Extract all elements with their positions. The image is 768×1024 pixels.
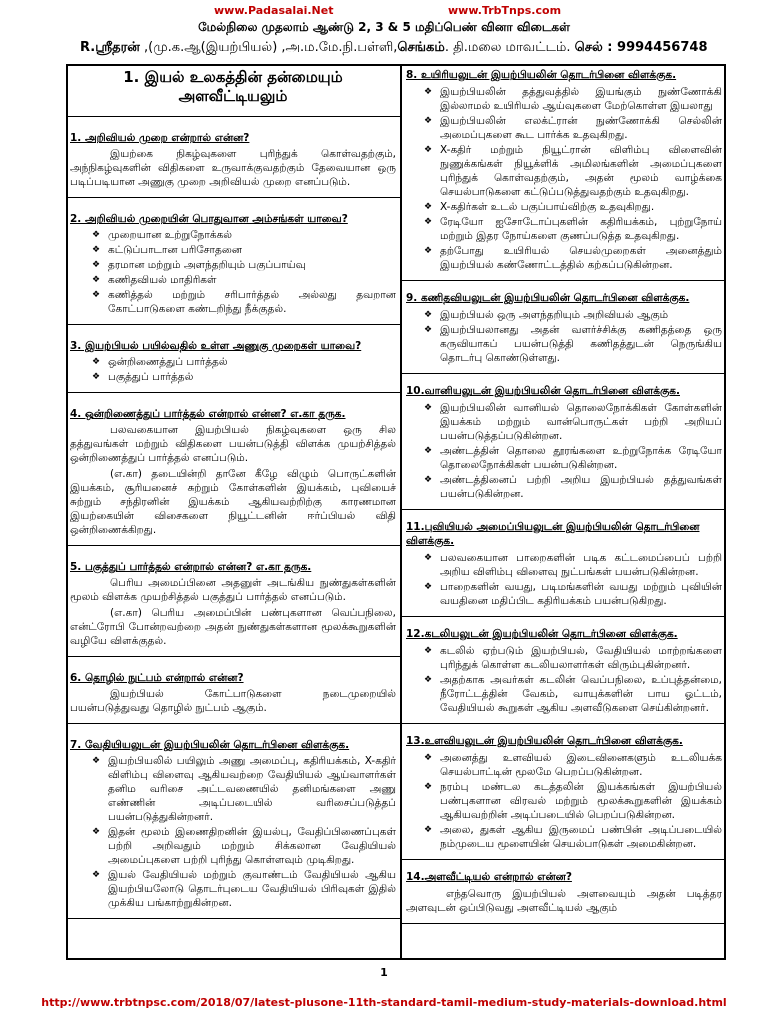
diamond-bullet-icon: ❖ <box>424 217 433 227</box>
question-separator <box>402 723 726 724</box>
answer-bullet <box>424 444 722 472</box>
answer-bullet <box>92 868 396 910</box>
question-heading <box>406 291 722 305</box>
diamond-bullet-icon: ❖ <box>424 553 433 563</box>
site-link-trbtnps[interactable]: www.TrbTnps.com <box>448 4 562 17</box>
answer-bullet <box>424 580 722 608</box>
question-text: 6. தொழில் நுட்பம் என்றால் என்ன? <box>70 672 244 684</box>
answer-bullet <box>424 200 722 214</box>
question-separator <box>66 656 400 657</box>
answer-bullet-list <box>424 401 722 501</box>
question-separator <box>66 918 400 919</box>
bullet-text: தற்போது உயிரியல் செயல்முறைகள் அனைத்தும் இயற்பியல் கண்ணோட்டத்தில் கற்கப்படுகின்றன. <box>440 245 722 271</box>
question-heading <box>406 520 722 548</box>
bullet-text: முறையான உற்றுநோக்கல் <box>108 229 233 241</box>
diamond-bullet-icon: ❖ <box>92 756 101 766</box>
question-text: 4. ஒன்றிணைத்துப் பார்த்தல் என்றால் என்ன? எ.கா தருக. <box>70 408 346 420</box>
top-links <box>0 2 768 18</box>
column-divider <box>400 64 402 960</box>
question-separator <box>66 723 400 724</box>
site-link-padasalai[interactable]: www.Padasalai.Net <box>214 4 334 17</box>
cell-number: 9994456748 <box>617 40 708 55</box>
question-heading <box>70 212 396 226</box>
bullet-text: அனைத்து உளவியல் இடைவினைகளும் உடலியக்க செயல்பாட்டின் மூலமே பெறப்படுகின்றன. <box>440 752 722 778</box>
author-name: R.ஸ்ரீதரன் <box>80 40 140 55</box>
question-separator <box>66 545 400 546</box>
bullet-text: இயல் வேதியியல் மற்றும் குவாண்டம் வேதியியல் ஆகிய இயற்பியலோடு தொடர்புடைய வேதியியல் பிரிவுகள் இதில் முக்கிய பங்காற்றுகின்றன. <box>108 869 396 909</box>
answer-bullet <box>92 754 396 824</box>
answer-paragraph: பெரிய அமைப்பினை அதனுள் அடங்கிய நுண்துகள்களின் மூலம் விளக்க முயற்சித்தல் பகுத்துப் பார்த்தல் எனப்படும். <box>70 577 396 603</box>
question-text: 14.அளவீட்டியல் என்றால் என்ன? <box>406 871 572 883</box>
right-column <box>406 66 722 924</box>
diamond-bullet-icon: ❖ <box>92 870 101 880</box>
answer-bullet-list <box>424 644 722 715</box>
answer-bullet-list <box>92 228 396 316</box>
question-heading <box>70 671 396 685</box>
bullet-text: இயற்பியலின் தத்துவத்தில் இயங்கும் நுண்ணோக்கி இல்லாமல் உயிரியல் ஆய்வுகளை மேற்கொள்ள இயலாது <box>440 86 722 112</box>
answer-bullet <box>92 273 396 287</box>
diamond-bullet-icon: ❖ <box>424 116 433 126</box>
bullet-text: தரமான மற்றும் அளந்தறியும் பகுப்பாய்வு <box>108 259 306 271</box>
answer-bullet <box>424 401 722 443</box>
answer-bullet <box>92 825 396 867</box>
chapter-title: 1. இயல் உலகத்தின் தன்மையும் அளவீட்டியலும் <box>123 68 343 105</box>
answer-bullet <box>424 323 722 365</box>
diamond-bullet-icon: ❖ <box>92 372 101 382</box>
question-separator <box>402 373 726 374</box>
answer-bullet-list <box>92 355 396 384</box>
bullet-text: கடலில் ஏற்படும் இயற்பியல், வேதியியல் மாற்றங்களை புரிந்துக் கொள்ள கடலியலாளர்கள் விரும்புகின்றனர். <box>440 645 722 671</box>
bullet-text: ரேடியோ ஐசோடோப்புகளின் கதிரியக்கம், புற்றுநோய் மற்றும் இதர நோய்களை குணப்படுத்த உதவுகிறது. <box>440 216 722 242</box>
author-detail: ,(மு.க.ஆ(இயற்பியல்) ,அ.ம.மே.நி.பள்ளி, <box>139 40 398 55</box>
bullet-text: பாறைகளின் வயது, படிமங்களின் வயது மற்றும் புவியின் வயதினை மதிப்பிட கதிரியக்கம் பயன்படுகிறது. <box>440 581 722 607</box>
diamond-bullet-icon: ❖ <box>92 260 101 270</box>
question-text: 8. உயிரியலுடன் இயற்பியலின் தொடர்பினை விளக்குக. <box>406 69 677 81</box>
diamond-bullet-icon: ❖ <box>424 246 433 256</box>
question-text: 1. அறிவியல் முறை என்றால் என்ன? <box>70 132 250 144</box>
left-column <box>70 66 396 919</box>
diamond-bullet-icon: ❖ <box>92 230 101 240</box>
answer-bullet-list <box>92 754 396 910</box>
diamond-bullet-icon: ❖ <box>424 310 433 320</box>
bullet-text: கணித்தல் மற்றும் சரிபார்த்தல் அல்லது தவறான கோட்பாடுகளை கண்டறிந்து நீக்குதல். <box>108 289 396 315</box>
bullet-text: அண்டத்தின் தொலை தூரங்களை உற்றுநோக்க ரேடியோ தொலைநோக்கிகள் பயன்படுகின்றன. <box>440 445 722 471</box>
bullet-text: பலவகையான பாறைகளின் படிக கட்டமைப்பைப் பற்றி அறிய விளிம்பு விளைவு நுட்பங்கள் பயன்படுகின்றன. <box>440 552 722 578</box>
diamond-bullet-icon: ❖ <box>424 446 433 456</box>
bullet-text: அலை, துகள் ஆகிய இருமைப் பண்பின் அடிப்படையில் நம்முடைய மூளையின் செயல்பாடுகள் அமைகின்றன. <box>440 824 722 850</box>
answer-bullet-list <box>424 751 722 851</box>
question-separator <box>402 616 726 617</box>
diamond-bullet-icon: ❖ <box>424 145 433 155</box>
bullet-text: அதற்காக அவர்கள் கடலின் வெப்பநிலை, உப்புத்தன்மை, நீரோட்டத்தின் வேகம், வாயுக்களின் பாய ஓட்டம், வேதியியல் கூறுகள் ஆகிய அளவீடுகளை செய்கின்றனர். <box>440 674 722 714</box>
author-line <box>80 40 708 56</box>
question-text: 11.புவியியல் அமைப்பியலுடன் இயற்பியலின் தொடர்பினை விளக்குக. <box>406 521 700 547</box>
question-heading <box>70 339 396 353</box>
question-text: 3. இயற்பியல் பயில்வதில் உள்ள அணுகு முறைகள் யாவை? <box>70 340 362 352</box>
bullet-text: இயற்பியல் ஒரு அளந்தறியும் அறிவியல் ஆகும் <box>440 309 669 321</box>
diamond-bullet-icon: ❖ <box>92 290 101 300</box>
question-heading <box>70 738 396 752</box>
question-heading <box>70 131 396 145</box>
district: . தி.மலை மாவட்டம். <box>444 40 575 55</box>
question-heading <box>406 384 722 398</box>
bullet-text: X-கதிர்கள் உடல் பகுப்பாய்விற்கு உதவுகிறது. <box>440 201 655 213</box>
answer-bullet <box>92 258 396 272</box>
question-separator <box>402 509 726 510</box>
question-text: 9. கணிதவியலுடன் இயற்பியலின் தொடர்பினை விளக்குக. <box>406 292 690 304</box>
answer-paragraph: இயற்பியல் கோட்பாடுகளை நடைமுறையில் பயன்படுத்துவது தொழில் நுட்பம் ஆகும். <box>70 688 396 714</box>
answer-paragraph: (எ.கா) தடையின்றி தானே கீழே விழும் பொருட்களின் இயக்கம், சூரியனைச் சுற்றும் கோள்களின் இயக்கம், புவியைச் சுற்றும் சந்திரனின் இயக்கம் ஆகியவற்றிற்கு காரணமான இயற்கையின் விசைகளை நியூட்டனின் ஈர்ப்பியல் விதி ஒன்றிணைக்கிறது. <box>70 468 396 536</box>
diamond-bullet-icon: ❖ <box>424 87 433 97</box>
bullet-text: X-கதிர் மற்றும் நியூட்ரான் விளிம்பு விளைவின் நுணுக்கங்கள் நியூக்ளிக் அமிலங்களின் அமைப்புகளை புரிந்துக் கொள்வதற்கும், அதன் மூலம் வாழ்க்கை செயல்பாடுகளை கட்டுப்படுத்துவதற்கும் உதவுகிறது. <box>440 144 722 198</box>
bullet-text: கணிதவியல் மாதிரிகள் <box>108 274 217 286</box>
question-separator <box>402 923 726 924</box>
answer-bullet <box>92 243 396 257</box>
diamond-bullet-icon: ❖ <box>92 827 101 837</box>
diamond-bullet-icon: ❖ <box>424 646 433 656</box>
question-heading <box>70 560 396 574</box>
bullet-text: இயற்பியலில் பயிலும் அணு அமைப்பு, கதிரியக்கம், X-கதிர் விளிம்பு விளைவு ஆகியவற்றை வேதியியல் ஆய்வாளர்கள் தனிம வரிசை அட்டவணையில் தனிமங்களை அணு எண்ணின் அடிப்படையில் வரிசைப்படுத்தப் பயன்படுத்துகின்றனர். <box>108 755 396 823</box>
bullet-text: இதன் மூலம் இணைதிறனின் இயல்பு, வேதிப்பிணைப்புகள் பற்றி அறிவதும் மற்றும் சிக்கலான வேதியியல் அமைப்புகளை பற்றி புரிந்து கொள்ளவும் முடிகிறது. <box>108 826 396 866</box>
bullet-text: இயற்பியலின் எலக்ட்ரான் நுண்ணோக்கி செல்லின் அமைப்புகளை கூட பார்க்க உதவுகிறது. <box>440 115 722 141</box>
answer-paragraph: எந்தவொரு இயற்பியல் அளவையும் அதன் படித்தர அளவுடன் ஒப்பிடுவது அளவீட்டியல் ஆகும் <box>406 888 722 914</box>
answer-bullet <box>424 473 722 501</box>
question-text: 5. பகுத்துப் பார்த்தல் என்றால் என்ன? எ.கா தருக. <box>70 561 312 573</box>
answer-bullet <box>424 215 722 243</box>
bullet-text: இயற்பியலானது அதன் வளர்ச்சிக்கு கணிதத்தை ஒரு கருவியாகப் பயன்படுத்தி கணிதத்துடன் நெருங்கிய தொடர்பு கொண்டுள்ளது. <box>440 324 722 364</box>
question-separator <box>66 324 400 325</box>
answer-bullet-list <box>424 85 722 272</box>
footer-url[interactable]: http://www.trbtnpsc.com/2018/07/latest-plusone-11th-standard-tamil-medium-study-materials-download.html <box>41 996 727 1009</box>
diamond-bullet-icon: ❖ <box>424 475 433 485</box>
answer-paragraph: இயற்கை நிகழ்வுகளை புரிந்துக் கொள்வதற்கும், அந்நிகழ்வுகளின் விதிகளை உருவாக்குவதற்கும் தேவையான ஒரு படிப்படியான அணுகு முறை அறிவியல் முறை எனப்படும். <box>70 148 396 188</box>
question-separator <box>66 392 400 393</box>
question-text: 7. வேதியியலுடன் இயற்பியலின் தொடர்பினை விளக்குக. <box>70 739 350 751</box>
answer-bullet <box>424 780 722 822</box>
question-heading <box>406 627 722 641</box>
question-heading <box>70 407 396 421</box>
bullet-text: பகுத்துப் பார்த்தல் <box>108 371 194 383</box>
bullet-text: ஒன்றிணைத்துப் பார்த்தல் <box>108 356 228 368</box>
answer-bullet <box>92 355 396 369</box>
diamond-bullet-icon: ❖ <box>424 753 433 763</box>
diamond-bullet-icon: ❖ <box>92 357 101 367</box>
chapter-separator <box>66 116 400 117</box>
answer-bullet <box>424 308 722 322</box>
bullet-text: நரம்பு மண்டல கடத்தலின் இயக்கங்கள் இயற்பியல் பண்புகளான விரவல் மற்றும் மூலக்கூறுகளின் இயக்கம் ஆகியவற்றின் அடிப்படையில் பெறப்படுகின்றன. <box>440 781 722 821</box>
answer-bullet <box>424 244 722 272</box>
question-separator <box>402 859 726 860</box>
answer-bullet <box>424 644 722 672</box>
question-heading <box>406 734 722 748</box>
answer-bullet <box>92 228 396 242</box>
diamond-bullet-icon: ❖ <box>424 675 433 685</box>
question-text: 10.வானியலுடன் இயற்பியலின் தொடர்பினை விளக்குக. <box>406 385 680 397</box>
bullet-text: அண்டத்தினைப் பற்றி அறிய இயற்பியல் தத்துவங்கள் பயன்படுகின்றன. <box>440 474 722 500</box>
diamond-bullet-icon: ❖ <box>424 325 433 335</box>
question-heading <box>406 68 722 82</box>
page-number: 1 <box>380 966 388 979</box>
school-place: செங்கம் <box>397 40 445 55</box>
answer-bullet-list <box>424 551 722 608</box>
diamond-bullet-icon: ❖ <box>424 582 433 592</box>
answer-bullet-list <box>424 308 722 365</box>
question-text: 2. அறிவியல் முறையின் பொதுவான அம்சங்கள் யாவை? <box>70 213 348 225</box>
diamond-bullet-icon: ❖ <box>424 403 433 413</box>
bullet-text: கட்டுப்பாடான பரிசோதனை <box>108 244 243 256</box>
answer-paragraph: பலவகையான இயற்பியல் நிகழ்வுகளை ஒரு சில தத்துவங்கள் மற்றும் விதிகளை பயன்படுத்தி விளக்க முயற்சித்தல் ஒன்றிணைத்துப் பார்த்தல் எனப்படும். <box>70 424 396 464</box>
answer-bullet <box>424 114 722 142</box>
answer-bullet <box>424 143 722 199</box>
answer-bullet <box>424 673 722 715</box>
diamond-bullet-icon: ❖ <box>424 782 433 792</box>
question-text: 12.கடலியலுடன் இயற்பியலின் தொடர்பினை விளக்குக. <box>406 628 678 640</box>
diamond-bullet-icon: ❖ <box>424 825 433 835</box>
document-subtitle: மேல்நிலை முதலாம் ஆண்டு 2, 3 & 5 மதிப்பெண் வினா விடைகள் <box>198 20 570 34</box>
question-heading <box>406 870 722 884</box>
answer-bullet <box>92 288 396 316</box>
diamond-bullet-icon: ❖ <box>424 202 433 212</box>
answer-bullet <box>424 823 722 851</box>
answer-bullet <box>92 370 396 384</box>
answer-paragraph: (எ.கா) பெரிய அமைப்பின் பண்புகளான வெப்பநிலை, என்ட்ரோபி போன்றவற்றை அதன் நுண்துகள்களான மூலக்கூறுகளின் வழியே விளக்குதல். <box>70 607 396 647</box>
diamond-bullet-icon: ❖ <box>92 245 101 255</box>
diamond-bullet-icon: ❖ <box>92 275 101 285</box>
question-separator <box>402 280 726 281</box>
question-separator <box>66 197 400 198</box>
bullet-text: இயற்பியலின் வானியல் தொலைநோக்கிகள் கோள்களின் இயக்கம் மற்றும் வான்பொருட்கள் பற்றி அறியப் பயன்படுத்தப்படுகின்றன. <box>440 402 722 442</box>
question-text: 13.உளவியலுடன் இயற்பியலின் தொடர்பினை விளக்குக. <box>406 735 683 747</box>
answer-bullet <box>424 551 722 579</box>
answer-bullet <box>424 85 722 113</box>
answer-bullet <box>424 751 722 779</box>
cell-label: செல் : <box>574 40 618 55</box>
